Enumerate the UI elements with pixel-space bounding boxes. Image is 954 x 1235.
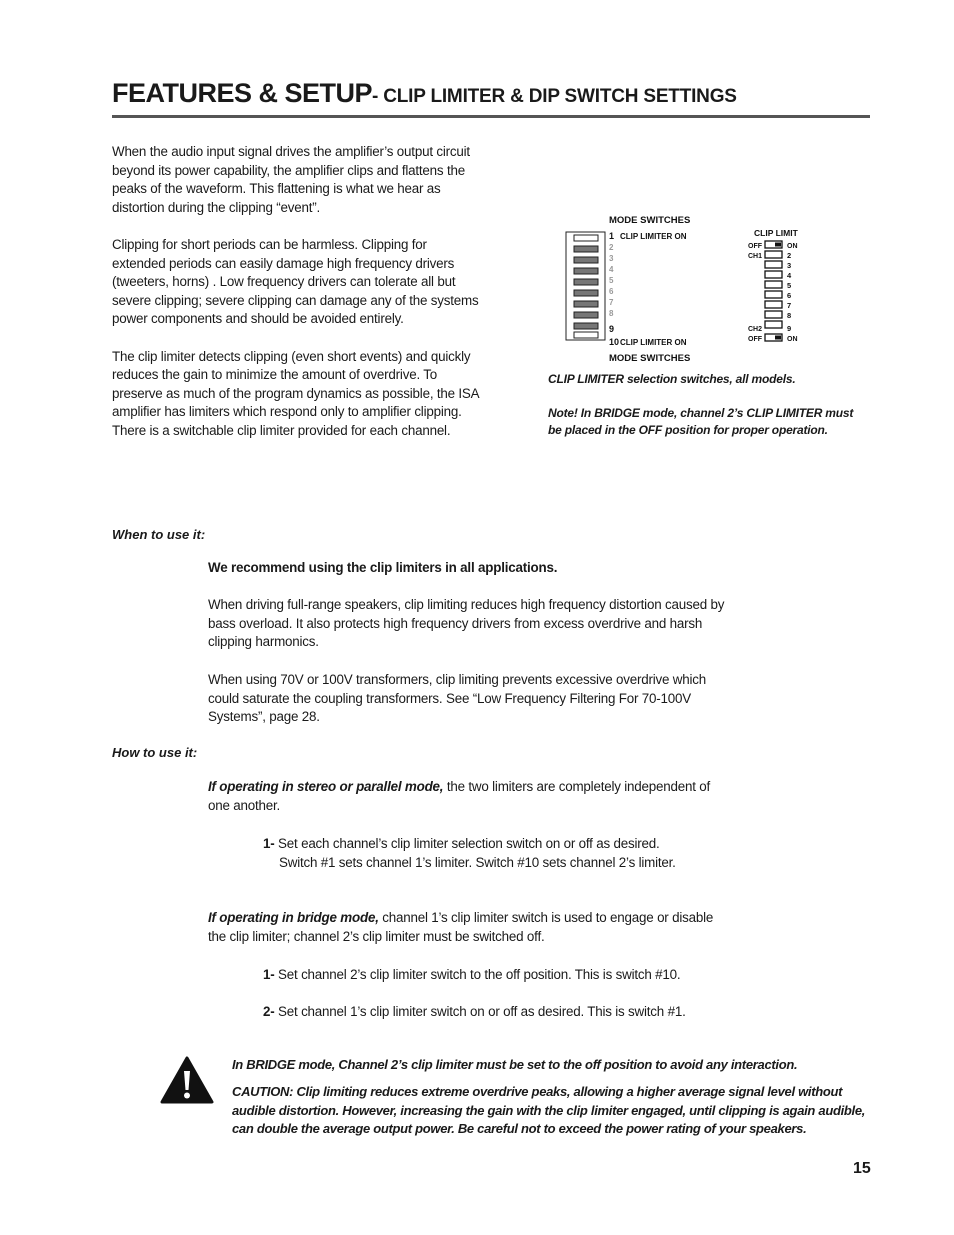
when-heading: When to use it: bbox=[112, 527, 206, 542]
ch2-on-label: ON bbox=[787, 336, 798, 343]
bridge-step-2 bbox=[263, 1003, 733, 1022]
stereo-rest: the two limiters are completely independent of one another. bbox=[208, 779, 711, 813]
intro-paragraph: Clipping for short periods can be harmless. Clipping for extended periods can easily damage high frequency drivers (tweeters, horns) . Low frequency drivers can tolerate all but severe clipping; severe clipping can damage any of the systems power components and should be avoided entirely. bbox=[112, 236, 479, 327]
stereo-lead: If operating in stereo or parallel mode, bbox=[208, 779, 444, 794]
switch10-label: CLIP LIMITER ON bbox=[620, 338, 687, 347]
step-number: 1- bbox=[263, 836, 275, 851]
clip-switch-slider bbox=[775, 336, 781, 340]
diagram-caption: CLIP LIMITER selection switches, all models. bbox=[548, 372, 796, 386]
step-text: Switch #1 sets channel 1’s limiter. Switch #10 sets channel 2’s limiter. bbox=[279, 854, 676, 870]
switch-number: 10 bbox=[609, 337, 620, 347]
switch-toggle bbox=[574, 332, 598, 338]
ch2-label: CH2 bbox=[748, 326, 763, 333]
switch-toggle bbox=[574, 279, 598, 285]
clip-switch bbox=[765, 311, 782, 318]
bridge-lead: If operating in bridge mode, bbox=[208, 910, 379, 925]
switch-number: 9 bbox=[787, 324, 792, 333]
switch-number: 4 bbox=[787, 271, 792, 280]
recommend-text: We recommend using the clip limiters in all applications. bbox=[208, 560, 558, 575]
page-number: 15 bbox=[853, 1160, 871, 1177]
dip-switch-diagram bbox=[556, 208, 816, 368]
intro-paragraph: The clip limiter detects clipping (even short events) and quickly reduces the gain to minimize the amount of overdrive. To preserve as much of the program dynamics as possible, the ISA amplifier has limiters which respond only to amplifier clipping. There is a switchable clip limiter provided for each channel. bbox=[112, 348, 479, 438]
step-number: 2- bbox=[263, 1004, 275, 1019]
clip-switch bbox=[765, 271, 782, 278]
switch-number: 4 bbox=[609, 265, 614, 274]
how-heading: How to use it: bbox=[112, 745, 198, 760]
switch-number: 6 bbox=[787, 291, 792, 300]
ch2-off-label: OFF bbox=[748, 336, 762, 343]
warning-triangle-icon bbox=[160, 1055, 214, 1105]
step-text: Set each channel’s clip limiter selection switch on or off as desired. bbox=[278, 836, 660, 851]
switch-number: 7 bbox=[787, 301, 792, 310]
switch-toggle bbox=[574, 268, 598, 274]
step-number: 1- bbox=[263, 967, 275, 982]
switch-toggle bbox=[574, 257, 598, 263]
switch1-label: CLIP LIMITER ON bbox=[620, 232, 687, 241]
clip-limit-switches bbox=[765, 241, 782, 341]
when-paragraph: When using 70V or 100V transformers, clip limiting prevents excessive overdrive which could saturate the coupling transformers. See “Low Frequency Filtering For 70-100V Systems”, page 28. bbox=[208, 672, 707, 725]
stereo-paragraph bbox=[208, 778, 718, 815]
switch-number: 3 bbox=[787, 261, 792, 270]
step-text: Set channel 2’s clip limiter switch to the off position. This is switch #10. bbox=[278, 967, 681, 982]
intro-paragraph: When the audio input signal drives the amplifier’s output circuit beyond its power capability, the amplifier clips and flattens the peaks of the waveform. This flattening is what we hear as distortion during the clipping “event”. bbox=[112, 144, 470, 215]
clip-limit-title: CLIP LIMIT bbox=[754, 228, 798, 238]
switch-toggle bbox=[574, 301, 598, 307]
switch-toggle bbox=[574, 290, 598, 296]
ch1-label: CH1 bbox=[748, 253, 763, 260]
bridge-warning: In BRIDGE mode, Channel 2’s clip limiter must be set to the off position to avoid any interaction. bbox=[232, 1057, 798, 1072]
switch-number: 5 bbox=[787, 281, 792, 290]
switch-number: 6 bbox=[609, 287, 614, 296]
clip-limit-numbers bbox=[787, 251, 792, 333]
switch-number: 1 bbox=[609, 231, 615, 241]
title-sub: - CLIP LIMITER & DIP SWITCH SETTINGS bbox=[372, 86, 737, 107]
switch-toggle bbox=[574, 246, 598, 252]
switch-number: 8 bbox=[787, 311, 792, 320]
title-main: FEATURES & SETUP bbox=[112, 78, 373, 108]
switch-number: 9 bbox=[609, 324, 615, 334]
switch-number: 5 bbox=[609, 276, 614, 285]
mode-switches-bottom-label: MODE SWITCHES bbox=[609, 353, 691, 364]
ch1-on-label: ON bbox=[787, 243, 798, 250]
bridge-paragraph bbox=[208, 909, 728, 946]
switch-number: 8 bbox=[609, 309, 614, 318]
clip-switch bbox=[765, 251, 782, 258]
clip-switch bbox=[765, 321, 782, 328]
clip-switch bbox=[765, 261, 782, 268]
mode-switch-numbers bbox=[609, 231, 619, 347]
ch1-off-label: OFF bbox=[748, 243, 762, 250]
switch-number: 2 bbox=[609, 243, 614, 252]
clip-switch bbox=[765, 291, 782, 298]
switch-number: 7 bbox=[609, 298, 614, 307]
when-paragraph: When driving full-range speakers, clip limiting reduces high frequency distortion caused by bass overload. It also protects high frequency drivers from excess overdrive and harsh clipping harmonics. bbox=[208, 597, 725, 650]
bridge-note: Note! In BRIDGE mode, channel 2’s CLIP LIMITER must be placed in the OFF position for proper operation. bbox=[548, 406, 854, 437]
caution-text: CAUTION: Clip limiting reduces extreme overdrive peaks, allowing a higher average signal level without audible distortion. However, increasing the gain with the clip limiter engaged, until clipping is again audible, can double the average output power. Be careful not to exceed the power rating of your speakers. bbox=[232, 1084, 866, 1137]
bridge-rest: channel 1’s clip limiter switch is used to engage or disable the clip limiter; channel 2’s clip limiter must be switched off. bbox=[208, 910, 714, 944]
switch-number: 2 bbox=[787, 251, 792, 260]
step-text: Set channel 1’s clip limiter switch on or off as desired. This is switch #1. bbox=[278, 1004, 686, 1019]
clip-switch bbox=[765, 301, 782, 308]
clip-switch bbox=[765, 281, 782, 288]
switch-toggle bbox=[574, 312, 598, 318]
switch-toggle bbox=[574, 323, 598, 329]
title-rule bbox=[112, 115, 870, 118]
bridge-step-1 bbox=[263, 966, 733, 985]
clip-switch-slider bbox=[775, 243, 781, 247]
switch-toggle bbox=[574, 235, 598, 241]
mode-switches-top-label: MODE SWITCHES bbox=[609, 215, 691, 226]
switch-number: 3 bbox=[609, 254, 614, 263]
stereo-step bbox=[263, 835, 733, 872]
page-title bbox=[112, 78, 870, 109]
intro-text bbox=[112, 143, 482, 459]
